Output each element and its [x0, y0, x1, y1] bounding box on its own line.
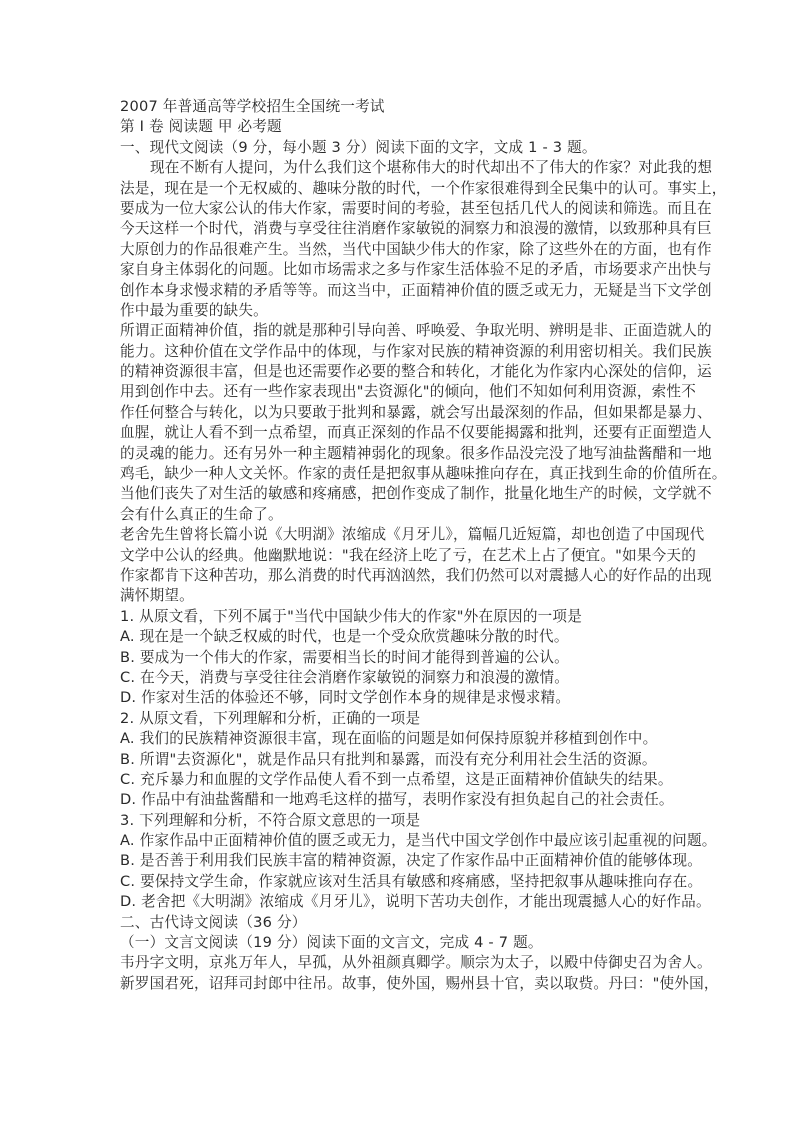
paragraph-1 [120, 158, 727, 321]
paragraph-line: 作任何整合与转化，以为只要敢于批判和暴露，就会写出最深刻的作品，但如果都是暴力、 [120, 403, 712, 421]
paragraph-line: 所谓正面精神价值，指的就是那种引导向善、呼唤爱、争取光明、辨明是非、正面造就人的 [120, 322, 712, 340]
answer-option: D. 作品中有油盐酱醋和一地鸡毛这样的描写，表明作家没有担负起自己的社会责任。 [120, 791, 674, 809]
classical-text-line: 新罗国君死，诏拜司封郎中往吊。故事，使外国，赐州县十官，卖以取赀。丹曰："使外国， [120, 974, 719, 992]
paragraph-line: 作家都肯下这种苦功，那么消费的时代再汹汹然，我们仍然可以对震撼人心的好作品的出现 [120, 566, 712, 584]
paragraph-line: 满怀期望。 [120, 587, 194, 605]
paragraph-line: 鸡毛，缺少一种人文关怀。作家的责任是把叙事从趣味推向存在，真正找到生命的价值所在。 [120, 465, 727, 483]
exam-document [120, 97, 727, 994]
question-3 [120, 811, 717, 913]
question-stem: 3. 下列理解和分析，不符合原文意思的一项是 [120, 811, 421, 829]
answer-option: D. 老舍把《大明湖》浓缩成《月牙儿》，说明下苦功夫创作，才能出现震撼人心的好作品。 [120, 893, 711, 911]
volume-heading: 第 I 卷 阅读题 甲 必考题 [120, 118, 282, 136]
paragraph-2 [120, 321, 727, 525]
section2-heading: 二、古代诗文阅读（36 分） [120, 913, 307, 931]
answer-option: B. 是否善于利用我们民族丰富的精神资源，决定了作家作品中正面精神价值的能够体现。 [120, 852, 703, 870]
answer-option: D. 作家对生活的体验还不够，同时文学创作本身的规律是求慢求精。 [120, 689, 571, 707]
paragraph-line: 的灵魂的能力。还有另外一种主题精神弱化的现象。很多作品没完没了地写油盐酱醋和一地 [120, 444, 712, 462]
paragraph-line: 作中最为重要的缺失。 [120, 301, 268, 319]
paragraph-line: 血腥，就让人看不到一点希望，而真正深刻的作品不仅要能揭露和批判，还要有正面塑造人 [120, 424, 712, 442]
paragraph-line: 法是，现在是一个无权威的、趣味分散的时代，一个作家很难得到全民集中的认可。事实上， [120, 179, 727, 197]
question-2 [120, 709, 695, 811]
classical-text [120, 953, 719, 994]
paragraph-3 [120, 525, 712, 607]
answer-option: B. 所谓"去资源化"，就是作品只有批判和暴露，而没有充分利用社会生活的资源。 [120, 750, 657, 768]
paragraph-line: 的精神资源很丰富，但是也还需要作必要的整合和转化，才能化为作家内心深处的信仰，运 [120, 363, 712, 381]
question-stem: 2. 从原文看，下列理解和分析，正确的一项是 [120, 709, 421, 727]
section1-heading: 一、现代文阅读（9 分，每小题 3 分）阅读下面的文字，文成 1 - 3 题。 [120, 138, 597, 156]
questions [120, 607, 717, 913]
answer-option: C. 在今天，消费与享受往往会消磨作家敏锐的洞察力和浪漫的激情。 [120, 668, 570, 686]
question-stem: 1. 从原文看，下列不属于"当代中国缺少伟大的作家"外在原因的一项是 [120, 607, 583, 625]
paragraph-line: 创作本身求慢求精的矛盾等等。而这当中，正面精神价值的匮乏或无力，无疑是当下文学创 [120, 281, 712, 299]
answer-option: C. 要保持文学生命，作家就应该对生活具有敏感和疼痛感，坚持把叙事从趣味推向存在。 [120, 872, 703, 890]
classical-text-line: 韦丹字文明，京兆万年人，早孤，从外祖颜真卿学。顺宗为太子，以殿中侍御史召为舍人。 [120, 954, 712, 972]
paragraph-line: 家自身主体弱化的问题。比如市场需求之多与作家生活体验不足的矛盾，市场要求产出快与 [120, 261, 712, 279]
answer-option: A. 现在是一个缺乏权威的时代，也是一个受众欣赏趣味分散的时代。 [120, 628, 569, 646]
answer-option: C. 充斥暴力和血腥的文学作品使人看不到一点希望，这是正面精神价值缺失的结果。 [120, 770, 673, 788]
paragraph-line: 要成为一位大家公认的伟大作家，需要时间的考验，甚至包括几代人的阅读和筛选。而且在 [120, 199, 712, 217]
answer-option: B. 要成为一个伟大的作家，需要相当长的时间才能得到普遍的公认。 [120, 648, 569, 666]
answer-option: A. 作家作品中正面精神价值的匮乏或无力，是当代中国文学创作中最应该引起重视的问题。 [120, 832, 717, 850]
paragraph-line: 文学中公认的经典。他幽默地说："我在经济上吃了亏，在艺术上占了便宜。"如果今天的 [120, 546, 696, 564]
answer-option: A. 我们的民族精神资源很丰富，现在面临的问题是如何保持原貌并移植到创作中。 [120, 730, 658, 748]
paragraph-line: 大原创力的作品很难产生。当然，当代中国缺少伟大的作家，除了这些外在的方面，也有作 [120, 240, 712, 258]
paragraph-line: 老舍先生曾将长篇小说《大明湖》浓缩成《月牙儿》，篇幅几近短篇，却也创造了中国现代 [120, 526, 705, 544]
paragraph-line: 能力。这种价值在文学作品中的体现，与作家对民族的精神资源的利用密切相关。我们民族 [120, 342, 712, 360]
paragraph-line: 现在不断有人提问，为什么我们这个堪称伟大的时代却出不了伟大的作家？对此我的想 [150, 159, 713, 177]
paragraph-line: 当他们丧失了对生活的敏感和疼痛感，把创作变成了制作，批量化地生产的时候，文学就不 [120, 485, 712, 503]
exam-title: 2007 年普通高等学校招生全国统一考试 [120, 98, 385, 115]
subsection-heading: （一）文言文阅读（19 分）阅读下面的文言文，完成 4 - 7 题。 [120, 934, 543, 952]
paragraph-line: 用到创作中去。还有一些作家表现出"去资源化"的倾向，他们不知如何利用资源，索性不 [120, 383, 696, 401]
paragraph-line: 今天这样一个时代，消费与享受往往消磨作家敏锐的洞察力和浪漫的激情，以致那种具有巨 [120, 220, 712, 238]
question-1 [120, 607, 695, 709]
paragraph-line: 会有什么真正的生命了。 [120, 505, 283, 523]
